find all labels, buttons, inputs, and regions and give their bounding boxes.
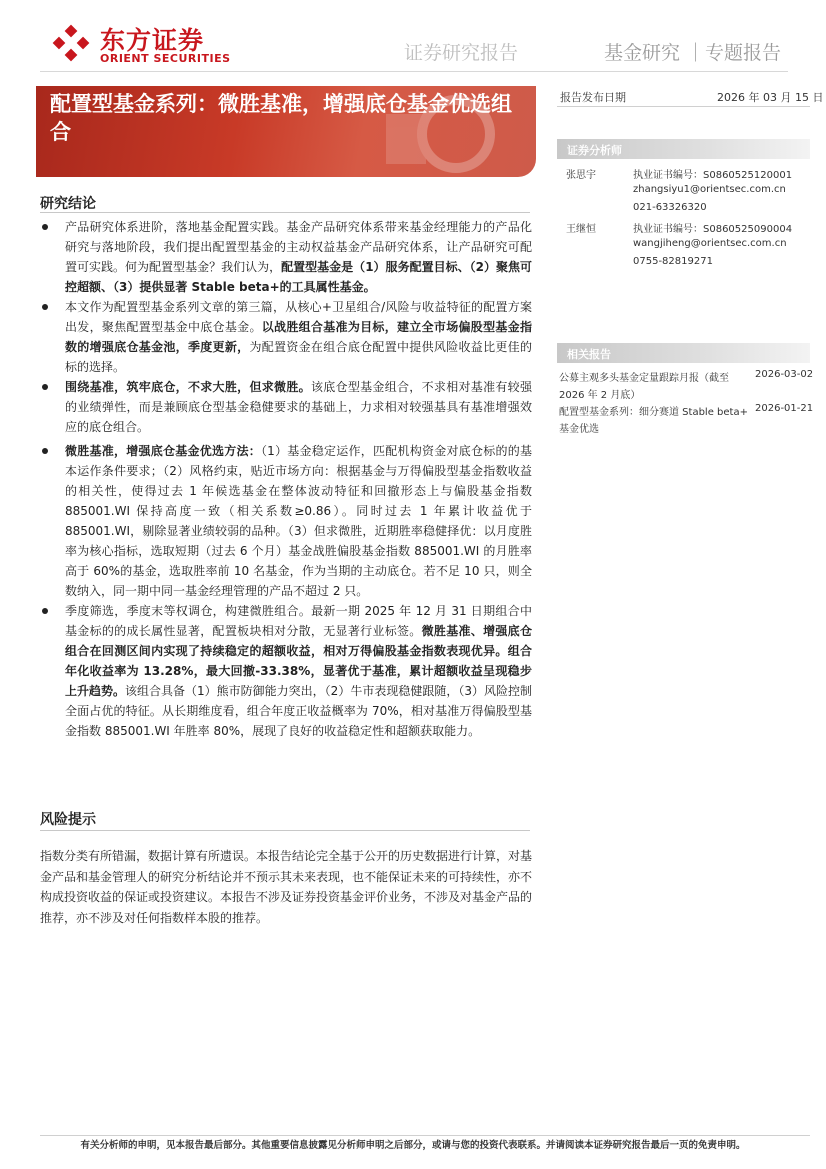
- analyst-phone: 021-63326320: [633, 202, 707, 213]
- bullet-icon: [42, 448, 48, 454]
- analyst-email[interactable]: wangjiheng@orientsec.com.cn: [633, 238, 787, 249]
- related-report-date: 2026-01-21: [755, 403, 814, 414]
- conclusion-item: [42, 217, 532, 297]
- related-report-title-cont[interactable]: 2026 年 2 月底）: [559, 390, 641, 401]
- bullet-icon: [42, 224, 48, 230]
- release-divider: [557, 106, 810, 107]
- brand-name-en: ORIENT SECURITIES: [100, 52, 231, 65]
- analyst-cert: 执业证书编号：S0860525120001: [633, 170, 793, 181]
- analyst-heading: 证券分析师: [567, 144, 622, 157]
- analyst-section-header: [557, 139, 810, 159]
- risk-text: 指数分类有所错漏，数据计算有所遗误。本报告结论完全基于公开的历史数据进行计算，对基金产品和基金管理人的研究分析结论并不预示其未来表现，也不能保证未来的可持续性，亦不构成投资收益的保证或投资建议。本报告不涉及证券投资基金评价业务，不涉及对基金产品的推荐，亦不涉及对任何指数样本股的推荐。: [40, 849, 533, 925]
- header-divider: [40, 71, 788, 72]
- conclusion-emphasis: 配置型基金是（1）服务配置目标、（2）聚焦可控超额、（3）提供显著 Stable beta+的工具属性基金。: [65, 260, 532, 294]
- logo-icon: [50, 22, 92, 64]
- conclusion-text: （1）基金稳定运作，匹配机构资金对底仓标的的基本运作条件要求；（2）风格约束，贴近市场方向：根据基金与万得偏股型基金指数收益的相关性，使得过去 1 年候选基金在整体波动特征和回撤形态上与偏股基金指数 885001.WI 保持高度一致（相关系数≥0.86）。同时过去 1 年累计收益优于885001.WI，剔除显著业绩较弱的品种。（3）但求微胜，近期胜率稳健择优：以月度胜率为核心指标，选取短期（过去 6 个月）基金战胜偏股基金指数 885001.WI 的月胜率高于 60%的基金，选取胜率前 10 名基金，作为当期的主动底仓。若不足 10 只，则全数纳入，同一期中同一基金经理管理的产品不超过 2 只。: [65, 444, 532, 598]
- analyst-name: 王继恒: [566, 224, 596, 235]
- report-type: 证券研究报告: [404, 42, 519, 64]
- release-date-label: 报告发布日期: [560, 91, 626, 104]
- analyst-name: 张思宇: [566, 170, 596, 181]
- analyst-email[interactable]: zhangsiyu1@orientsec.com.cn: [633, 184, 786, 195]
- conclusion-text: 该底仓型基金组合，不求相对基准有较强的业绩弹性，而是兼顾底仓型基金稳健要求的基础上，力求相对较强基具有基准增强效应的底仓组合。: [65, 380, 532, 434]
- conclusion-emphasis: 微胜基准，增强底仓基金优选方法：: [65, 444, 261, 458]
- conclusion-text: 该组合具备（1）熊市防御能力突出，（2）牛市表现稳健跟随，（3）风险控制全面占优的特征。从长期维度看，组合年度正收益概率为 70%，相对基准万得偏股型基金指数 885001.WI 年胜率 80%，展现了良好的收益稳定性和超额获取能力。: [65, 684, 532, 738]
- conclusion-text: 为配置资金在组合底仓配置中提供风险收益比更佳的标的选择。: [65, 340, 532, 374]
- related-report-title[interactable]: 公募主观多头基金定量跟踪月报（截至: [559, 373, 729, 384]
- conclusion-emphasis: 微胜基准、增强底仓组合在回测区间内实现了持续稳定的超额收益，相对万得偏股基金指数表现优异。组合年化收益率为 13.28%，最大回撤-33.38%，显著优于基准，累计超额收益呈现稳步上升趋势。: [65, 624, 532, 698]
- analyst-phone: 0755-82819271: [633, 256, 713, 267]
- conclusion-item: [42, 441, 532, 601]
- analyst-cert: 执业证书编号：S0860525090004: [633, 224, 793, 235]
- section-divider: [40, 830, 530, 831]
- bullet-icon: [42, 384, 48, 390]
- related-section-header: [557, 343, 810, 363]
- release-date: 2026 年 03 月 15 日: [717, 91, 824, 104]
- section-heading-conclusion: 研究结论: [40, 196, 96, 212]
- related-report-title-cont[interactable]: 基金优选: [559, 424, 599, 435]
- brand-name: 东方证券: [100, 26, 205, 55]
- footer-disclaimer: 有关分析师的申明，见本报告最后部分。其他重要信息披露见分析师申明之后部分，或请与您的投资代表联系。并请阅读本证券研究报告最后一页的免责申明。: [80, 1140, 746, 1151]
- conclusion-emphasis: 围绕基准，筑牢底仓，不求大胜，但求微胜。: [65, 380, 311, 394]
- report-category: 基金研究 ｜专题报告: [604, 42, 782, 64]
- related-heading: 相关报告: [567, 348, 611, 361]
- page-title: 配置型基金系列：微胜基准，增强底仓基金优选组合: [50, 92, 512, 144]
- conclusion-item: [42, 297, 532, 377]
- conclusion-emphasis: 以战胜组合基准为目标，建立全市场偏股型基金指数的增强底仓基金池，季度更新，: [65, 320, 532, 354]
- related-report-date: 2026-03-02: [755, 369, 814, 380]
- conclusion-text: 本文作为配置型基金系列文章的第三篇，从核心+卫星组合/风险与收益特征的配置方案出发，聚焦配置型基金中底仓基金。: [65, 300, 532, 334]
- section-divider: [40, 212, 530, 213]
- conclusion-text: 产品研究体系进阶，落地基金配置实践。基金产品研究体系带来基金经理能力的产品化研究与落地阶段，我们提出配置型基金的主动权益基金产品研究体系，让产品研究可配置可实践。何为配置型基金？我们认为，: [65, 220, 532, 274]
- section-heading-risk: 风险提示: [40, 812, 96, 828]
- conclusion-item: [42, 601, 532, 741]
- conclusion-item: [42, 377, 532, 437]
- conclusion-text: 季度筛选，季度末等权调仓，构建微胜组合。最新一期 2025 年 12 月 31 日期组合中基金标的的成长属性显著，配置板块相对分散，无显著行业标签。: [65, 604, 532, 638]
- title-banner: [36, 86, 536, 177]
- related-report-title[interactable]: 配置型基金系列：细分赛道 Stable beta+: [559, 407, 748, 418]
- bullet-icon: [42, 608, 48, 614]
- footer-divider: [40, 1135, 810, 1136]
- bullet-icon: [42, 304, 48, 310]
